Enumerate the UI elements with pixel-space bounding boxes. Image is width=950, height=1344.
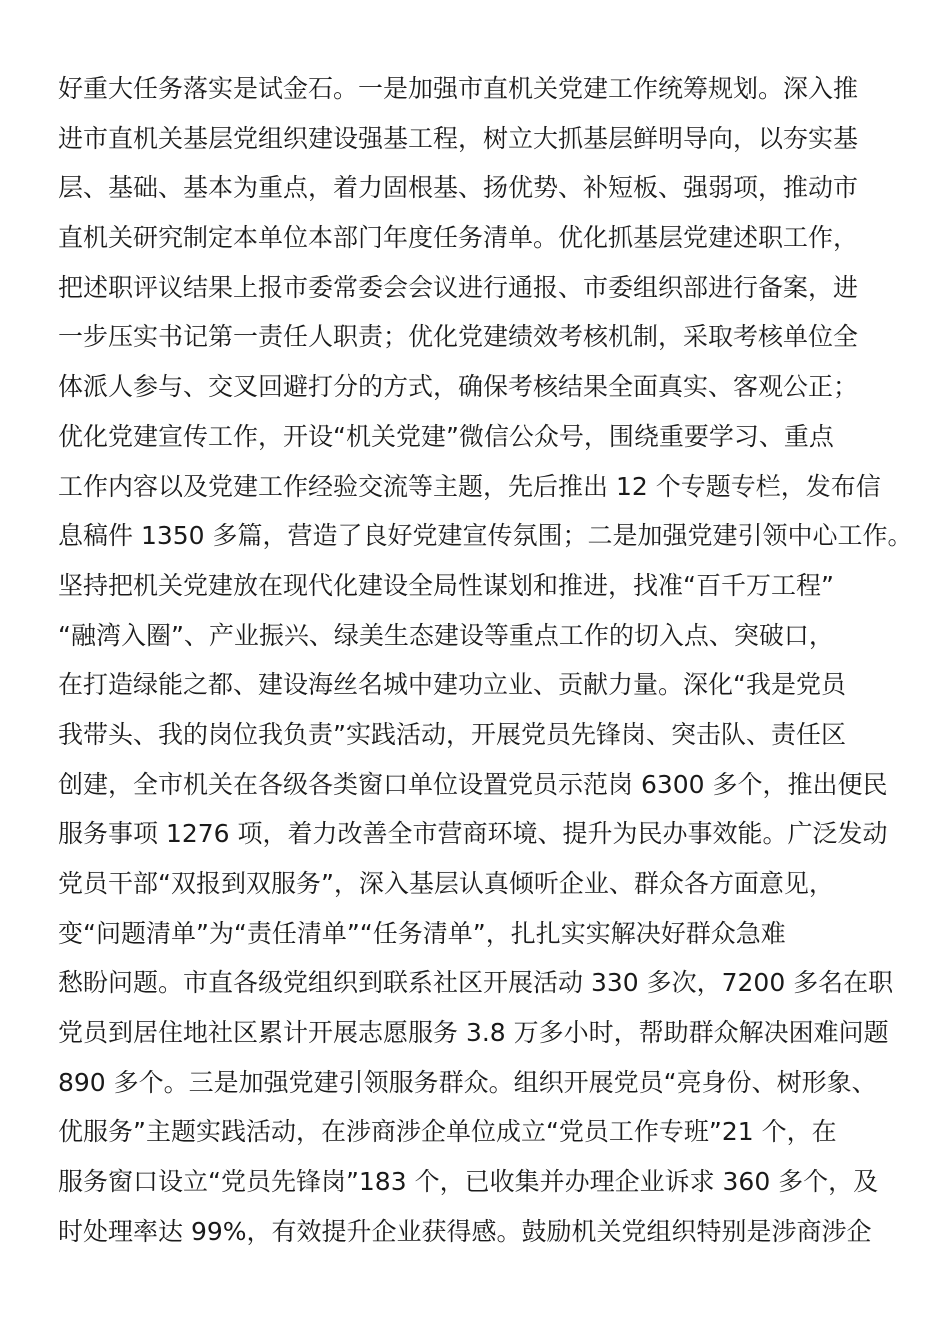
text-line: 工作内容以及党建工作经验交流等主题，先后推出 12 个专题专栏，发布信 (58, 471, 881, 501)
text-line: 把述职评议结果上报市委常委会会议进行通报、市委组织部进行备案，进 (58, 272, 859, 302)
text-line: 进市直机关基层党组织建设强基工程，树立大抓基层鲜明导向，以夯实基 (58, 123, 859, 153)
text-line: 坚持把机关党建放在现代化建设全局性谋划和推进，找准“百千万工程” (58, 570, 834, 600)
text-line: 890 多个。三是加强党建引领服务群众。组织开展党员“亮身份、树形象、 (58, 1067, 877, 1097)
text-line: 好重大任务落实是试金石。一是加强市直机关党建工作统筹规划。深入推 (58, 74, 859, 103)
text-line: 层、基础、基本为重点，着力固根基、扬优势、补短板、强弱项，推动市 (58, 173, 859, 203)
text-line: 直机关研究制定本单位本部门年度任务清单。优化抓基层党建述职工作， (58, 223, 859, 253)
text-line: 愁盼问题。市直各级党组织到联系社区开展活动 330 多次，7200 多名在职 (58, 968, 894, 998)
text-line: 在打造绿能之都、建设海丝名城中建功立业、贡献力量。深化“我是党员 (58, 670, 846, 700)
text-line: 变“问题清单”为“责任清单”“任务清单”，扎扎实实解决好群众急难 (58, 918, 786, 948)
text-line: 息稿件 1350 多篇，营造了良好党建宣传氛围；二是加强党建引领中心工作。 (58, 521, 913, 551)
text-line: 一步压实书记第一责任人职责；优化党建绩效考核机制，采取考核单位全 (58, 322, 859, 352)
text-line: 服务窗口设立“党员先锋岗”183 个，已收集并办理企业诉求 360 多个，及 (58, 1167, 879, 1197)
text-line: 党员干部“双报到双服务”，深入基层认真倾听企业、群众各方面意见， (58, 869, 834, 898)
text-line: 我带头、我的岗位我负责”实践活动，开展党员先锋岗、突击队、责任区 (58, 719, 846, 749)
text-line: 服务事项 1276 项，着力改善全市营商环境、提升为民办事效能。广泛发动 (58, 819, 888, 849)
text-line: “融湾入圈”、产业振兴、绿美生态建设等重点工作的切入点、突破口， (58, 620, 834, 650)
text-line: 体派人参与、交叉回避打分的方式，确保考核结果全面真实、客观公正； (58, 372, 859, 402)
text-line: 时处理率达 99%，有效提升企业获得感。鼓励机关党组织特别是涉商涉企 (58, 1216, 872, 1246)
text-line: 优服务”主题实践活动，在涉商涉企单位成立“党员工作专班”21 个，在 (58, 1117, 837, 1147)
text-line: 创建，全市机关在各级各类窗口单位设置党员示范岗 6300 多个，推出便民 (58, 769, 888, 799)
text-line: 党员到居住地社区累计开展志愿服务 3.8 万多小时，帮助群众解决困难问题 (58, 1018, 889, 1048)
body-paragraph (58, 64, 913, 1257)
text-line: 优化党建宣传工作，开设“机关党建”微信公众号，围绕重要学习、重点 (58, 421, 834, 451)
